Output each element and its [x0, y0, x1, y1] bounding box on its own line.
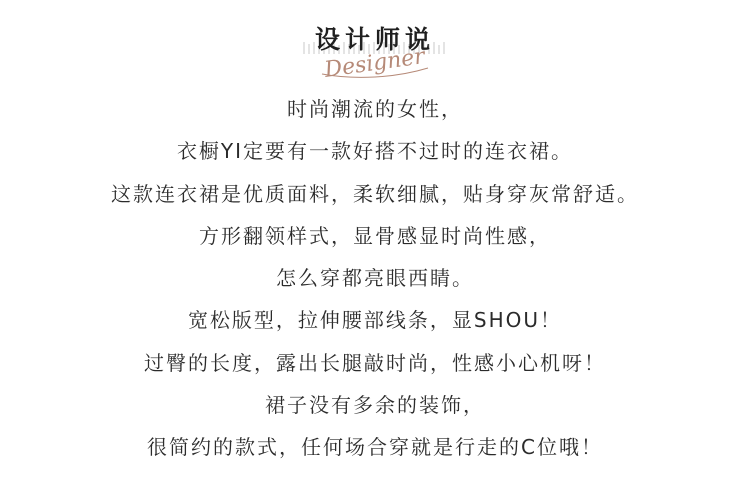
- description-line: 裙子没有多余的装饰，: [265, 393, 485, 418]
- description-line: 很简约的款式，任何场合穿就是行走的C位哦！: [147, 435, 603, 460]
- description-line: 方形翻领样式，显骨感显时尚性感，: [199, 223, 551, 248]
- description-line: 这款连衣裙是优质面料，柔软细腻，贴身穿灰常舒适。: [111, 181, 639, 206]
- description-line: 怎么穿都亮眼西睛。: [276, 266, 474, 291]
- page-title: 设计师说: [314, 25, 435, 54]
- description-line: 宽松版型，拉伸腰部线条，显SHOU！: [187, 308, 563, 333]
- signature-text: Designer: [323, 44, 427, 83]
- designer-says-header: [0, 12, 750, 82]
- designer-signature-script: [300, 38, 450, 84]
- designer-description: [0, 88, 750, 469]
- description-line: 时尚潮流的女性，: [287, 97, 463, 121]
- description-line: 衣橱YI定要有一款好搭不过时的连衣裙。: [176, 139, 574, 164]
- description-line: 过臀的长度，露出长腿敲时尚，性感小心机呀！: [144, 350, 606, 375]
